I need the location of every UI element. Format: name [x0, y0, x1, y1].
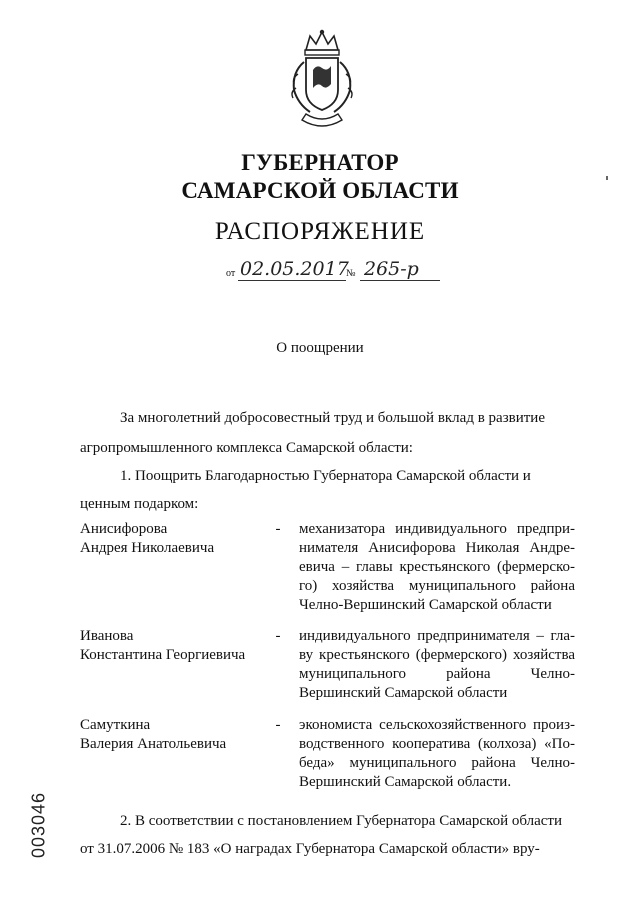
document-subject: О поощрении — [276, 340, 364, 356]
document-type-heading: РАСПОРЯЖЕНИЕ — [214, 218, 426, 245]
recipient-dash: - — [275, 628, 281, 644]
recipient-description — [299, 520, 575, 615]
side-serial-number: 003046 — [28, 791, 49, 859]
side-serial-stamp — [28, 780, 50, 870]
item2-line1: 2. В соответствии с постановлением Губернатора Самарской области — [120, 813, 563, 829]
issuer-title-line2: САМАРСКОЙ ОБЛАСТИ — [181, 178, 459, 203]
number-prefix-label: № — [346, 268, 356, 279]
description-line: муниципального района Челно- — [299, 666, 575, 682]
recipient-given-names: Андрея Николаевича — [80, 540, 215, 556]
description-line: беда» муниципального района Челно- — [299, 755, 575, 771]
recipient-given-names: Валерия Анатольевича — [80, 736, 227, 752]
description-line: Челно-Вершинский Самарской области — [299, 597, 552, 613]
item1-line2: ценным подарком: — [80, 496, 199, 512]
recipient-name — [80, 520, 270, 558]
handwritten-date: 02.05.2017 — [240, 258, 349, 280]
description-line: нимателя Анисифорова Николая Андре- — [299, 540, 575, 556]
recipient-row — [80, 716, 575, 796]
item2-line2: от 31.07.2006 № 183 «О наградах Губернатора Самарской области» вру- — [80, 841, 540, 857]
recipient-given-names: Константина Георгиевича — [80, 647, 246, 663]
intro-line1: За многолетний добросовестный труд и большой вклад в развитие — [120, 410, 545, 426]
recipient-name — [80, 716, 270, 754]
date-underline — [238, 280, 346, 281]
date-number-line — [226, 258, 466, 284]
recipient-dash: - — [275, 717, 281, 733]
description-line: водственного кооператива (колхоза) «По- — [299, 736, 575, 752]
description-line: индивидуального предпринимателя – гла- — [299, 628, 575, 644]
description-line: го) хозяйства муниципального района — [299, 578, 575, 594]
recipient-surname: Анисифорова — [80, 521, 168, 537]
description-line: Вершинский Самарской области — [299, 685, 508, 701]
item1-line1: 1. Поощрить Благодарностью Губернатора Самарской области и — [120, 468, 531, 484]
intro-line2: агропромышленного комплекса Самарской области: — [80, 440, 413, 456]
date-prefix-label: от — [226, 268, 236, 279]
samara-coat-of-arms-icon — [284, 28, 360, 132]
description-line: ву крестьянского (фермерского) хозяйства — [299, 647, 575, 663]
recipient-description — [299, 716, 575, 792]
recipient-description — [299, 627, 575, 703]
recipient-dash: - — [275, 521, 281, 537]
issuer-title-line1: ГУБЕРНАТОР — [241, 150, 399, 175]
scan-speck — [606, 176, 608, 180]
recipient-row — [80, 520, 575, 620]
description-line: механизатора индивидуального предпри- — [299, 521, 575, 537]
description-line: евича – главы крестьянского (фермерско- — [299, 559, 575, 575]
recipient-surname: Иванова — [80, 628, 134, 644]
handwritten-number: 265-р — [364, 258, 419, 280]
recipient-name — [80, 627, 270, 665]
number-underline — [360, 280, 440, 281]
recipient-surname: Самуткина — [80, 717, 151, 733]
recipient-row — [80, 627, 575, 707]
description-line: Вершинский Самарской области. — [299, 774, 512, 790]
description-line: экономиста сельскохозяйственного произ- — [299, 717, 575, 733]
